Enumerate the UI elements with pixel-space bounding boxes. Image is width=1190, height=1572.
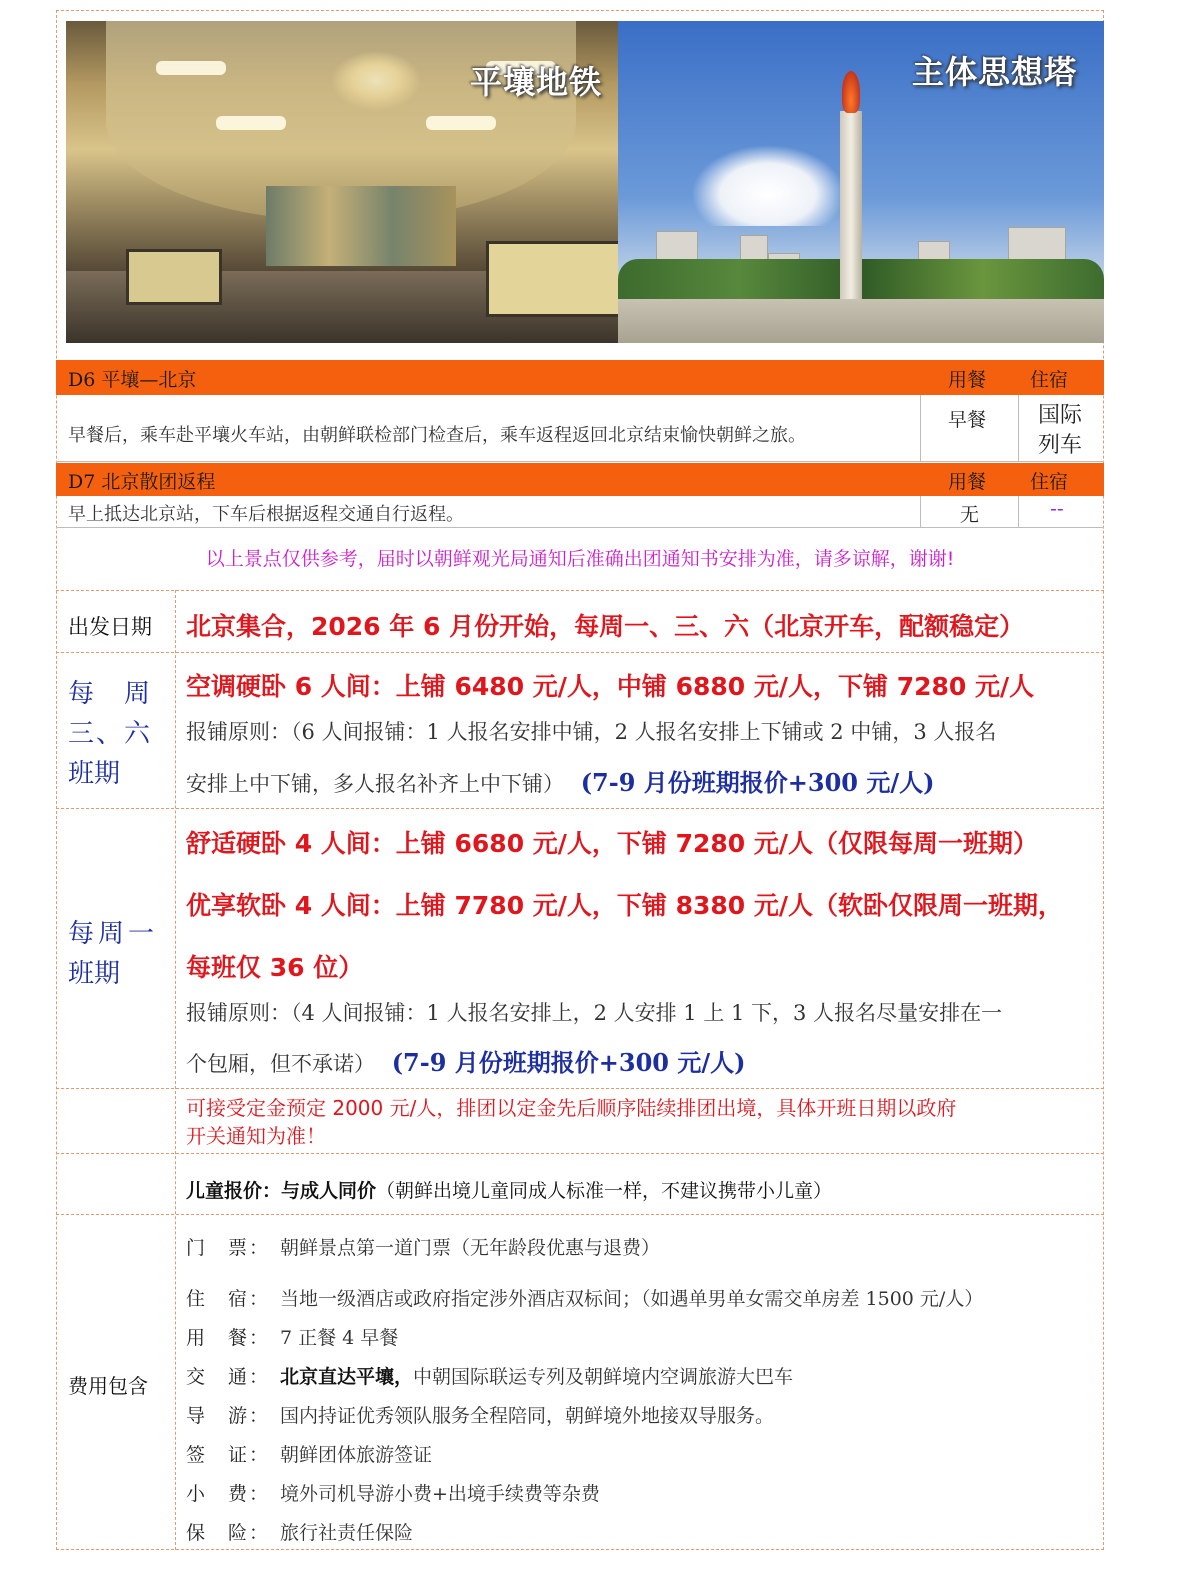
wed-sat-rule-line2: 安排上中下铺，多人报名补齐上中下铺） (7-9 月份班期报价+300 元/人) — [186, 768, 935, 797]
d6-description: 早餐后，乘车赴平壤火车站，由朝鲜联检部门检查后，乘车返程返回北京结束愉快朝鲜之旅。 — [68, 425, 806, 446]
deposit-note: 可接受定金预定 2000 元/人，排团以定金先后顺序陆续排团出境，具体开班日期以政府 开关通知为准！ — [186, 1096, 957, 1148]
monday-surcharge: (7-9 月份班期报价+300 元/人) — [391, 1048, 746, 1077]
fee-value-accommodation: 当地一级酒店或政府指定涉外酒店双标间；（如遇单男单女需交单房差 1500 元/人） — [280, 1288, 984, 1310]
d7-stay-header: 住宿 — [1030, 471, 1069, 493]
d7-header — [56, 463, 1104, 496]
tower-caption: 主体思想塔 — [912, 53, 1078, 91]
divider — [56, 1153, 1104, 1154]
fee-value-meals: 7 正餐 4 早餐 — [280, 1327, 399, 1349]
monday-rule-line1: 报铺原则：（4 人间报铺：1 人报名安排上，2 人安排 1 上 1 下，3 人报名尽量安排在一 — [186, 1001, 1003, 1025]
fee-key-visa: 签 证： — [186, 1444, 271, 1466]
monday-price-hard-sleeper: 舒适硬卧 4 人间：上铺 6680 元/人，下铺 7280 元/人（仅限每周一班期） — [186, 829, 1039, 858]
d7-description: 早上抵达北京站，下车后根据返程交通自行返程。 — [68, 504, 464, 525]
wed-sat-surcharge: (7-9 月份班期报价+300 元/人) — [580, 768, 935, 797]
d6-title: D6 平壤—北京 — [68, 369, 197, 391]
d6-meal: 早餐 — [948, 409, 987, 431]
d6-row — [56, 395, 1104, 462]
monday-rule-line2: 个包厢，但不承诺） (7-9 月份班期报价+300 元/人) — [186, 1048, 746, 1077]
monday-price-soft-sleeper-cont: 每班仅 36 位） — [186, 953, 364, 982]
fee-key-accommodation: 住 宿： — [186, 1288, 271, 1310]
d6-meal-header: 用餐 — [948, 369, 987, 391]
d7-stay: -- — [1050, 498, 1064, 520]
fee-value-insurance: 旅行社责任保险 — [280, 1522, 414, 1544]
fees-label: 费用包含 — [68, 1374, 148, 1398]
juche-tower-photo — [618, 21, 1104, 343]
fee-key-insurance: 保 险： — [186, 1522, 271, 1544]
fee-value-transport: 北京直达平壤，中朝国际联运专列及朝鲜境内空调旅游大巴车 — [280, 1366, 794, 1388]
fee-value-visa: 朝鲜团体旅游签证 — [280, 1444, 433, 1466]
d7-title: D7 北京散团返程 — [68, 471, 216, 493]
departure-value: 北京集合，2026 年 6 月份开始，每周一、三、六（北京开车，配额稳定） — [186, 612, 1025, 641]
fee-key-transport: 交 通： — [186, 1366, 271, 1388]
fee-key-tips: 小 费： — [186, 1483, 271, 1505]
pyongyang-metro-photo — [66, 21, 618, 343]
divider — [56, 590, 1104, 591]
divider — [56, 1088, 1104, 1089]
d6-stay-header: 住宿 — [1030, 369, 1069, 391]
column-divider — [175, 590, 176, 1550]
divider — [56, 652, 1104, 653]
wed-sat-rule-line1: 报铺原则：（6 人间报铺：1 人报名安排中铺，2 人报名安排上下铺或 2 中铺，3 人报名 — [186, 720, 997, 744]
wed-sat-price: 空调硬卧 6 人间：上铺 6480 元/人，中铺 6880 元/人，下铺 7280 元/人 — [186, 672, 1035, 701]
wed-sat-label: 每 周 三、六 班期 — [68, 679, 153, 789]
d7-meal: 无 — [960, 504, 980, 526]
divider — [56, 808, 1104, 809]
child-price: 儿童报价：与成人同价（朝鲜出境儿童同成人标准一样，不建议携带小儿童） — [186, 1180, 833, 1202]
fee-key-guide: 导 游： — [186, 1405, 271, 1427]
fee-key-tickets: 门 票： — [186, 1237, 271, 1259]
fee-key-meals: 用 餐： — [186, 1327, 271, 1349]
departure-label: 出发日期 — [68, 615, 152, 639]
fee-value-tickets: 朝鲜景点第一道门票（无年龄段优惠与退费） — [280, 1237, 661, 1259]
divider — [56, 1214, 1104, 1215]
monday-price-soft-sleeper: 优享软卧 4 人间：上铺 7780 元/人，下铺 8380 元/人（软卧仅限周一班期， — [186, 891, 1064, 920]
d7-row — [56, 496, 1104, 528]
fee-value-guide: 国内持证优秀领队服务全程陪同，朝鲜境外地接双导服务。 — [280, 1405, 775, 1427]
d7-meal-header: 用餐 — [948, 471, 987, 493]
d6-header — [56, 360, 1104, 395]
d6-stay: 国际 列车 — [1038, 403, 1083, 458]
monday-label: 每周一 班期 — [68, 919, 159, 989]
notice-text: 以上景点仅供参考，届时以朝鲜观光局通知后准确出团通知书安排为准，请多谅解，谢谢! — [205, 548, 955, 570]
fee-value-tips: 境外司机导游小费+出境手续费等杂费 — [280, 1483, 600, 1505]
metro-caption: 平壤地铁 — [470, 63, 603, 101]
